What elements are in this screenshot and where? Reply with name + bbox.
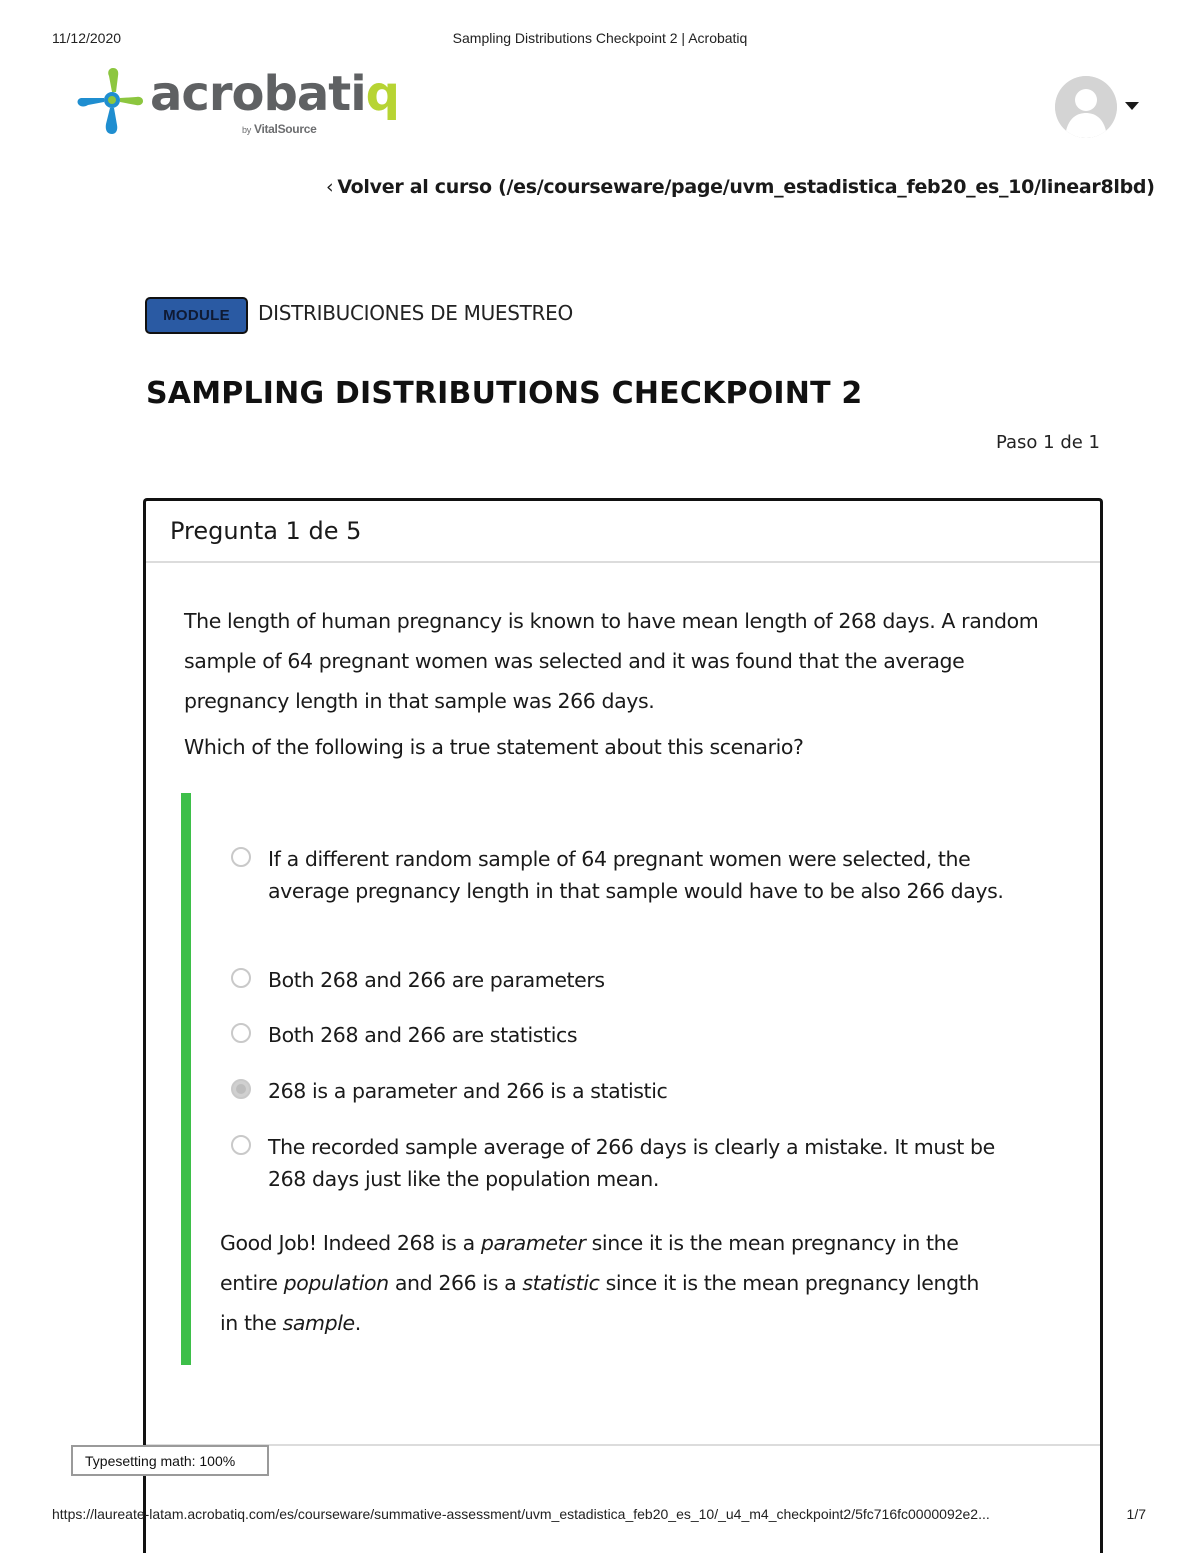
answer-choice-label: The recorded sample average of 266 days is clearly a mistake. It must be 268 days just like the population mean. [268, 1135, 995, 1191]
print-page-number: 1/7 [1126, 1506, 1146, 1522]
acrobatiq-mark-icon [76, 64, 152, 140]
correct-indicator-bar [181, 793, 191, 1365]
answer-choice-label: 268 is a parameter and 266 is a statistic [268, 1079, 668, 1103]
answer-choice-label: Both 268 and 266 are parameters [268, 968, 605, 992]
print-url: https://laureate-latam.acrobatiq.com/es/courseware/summative-assessment/uvm_estadistica_feb20_es_10/_u4_m4_checkpoint2/5fc716fc0000092e2... [52, 1506, 990, 1522]
question-card [143, 498, 1103, 1553]
back-link-label: Volver al curso (/es/courseware/page/uvm_estadistica_feb20_es_10/linear8lbd) [337, 176, 1155, 198]
radio-button[interactable] [231, 1023, 251, 1043]
answer-choice-label: If a different random sample of 64 pregnant women were selected, the average pregnancy length in that sample would have to be also 266 days. [268, 847, 1004, 903]
logo-wordmark: acrobatiq [150, 66, 399, 122]
answer-choice-label: Both 268 and 266 are statistics [268, 1023, 578, 1047]
step-indicator: Paso 1 de 1 [995, 432, 1100, 453]
radio-button[interactable] [231, 968, 251, 988]
acrobatiq-logo[interactable] [76, 64, 399, 144]
chevron-left-icon: ‹ [326, 176, 334, 198]
print-footer [0, 1506, 1200, 1526]
user-placeholder-icon [1055, 76, 1117, 138]
logo-byline: by VitalSource [242, 122, 317, 136]
question-header [146, 501, 1100, 563]
typesetting-status: Typesetting math: 100% [71, 1445, 269, 1476]
module-badge: MODULE [145, 297, 248, 334]
page-title: SAMPLING DISTRIBUTIONS CHECKPOINT 2 [146, 376, 863, 411]
answer-feedback: Good Job! Indeed 268 is a parameter since it is the mean pregnancy in the entire population and 266 is a statistic since it is the mean pregnancy length in the sample. [220, 1231, 979, 1335]
print-header [0, 30, 1200, 50]
radio-button-selected[interactable] [231, 1079, 251, 1099]
print-date: 11/12/2020 [52, 30, 122, 46]
radio-button[interactable] [231, 847, 251, 867]
question-stem: The length of human pregnancy is known to have mean length of 268 days. A random sample of 64 pregnant women was selected and it was found that the average pregnancy length in that sample was 266 days. [184, 609, 1039, 713]
user-menu-caret-icon[interactable] [1125, 102, 1139, 110]
card-divider [146, 1444, 1100, 1446]
question-prompt: Which of the following is a true statement about this scenario? [184, 735, 804, 759]
module-name: DISTRIBUCIONES DE MUESTREO [258, 301, 573, 325]
question-counter: Pregunta 1 de 5 [170, 517, 362, 545]
user-avatar[interactable] [1055, 76, 1117, 138]
radio-button[interactable] [231, 1135, 251, 1155]
print-title: Sampling Distributions Checkpoint 2 | Acrobatiq [452, 30, 748, 46]
back-to-course-link[interactable] [326, 176, 1155, 198]
